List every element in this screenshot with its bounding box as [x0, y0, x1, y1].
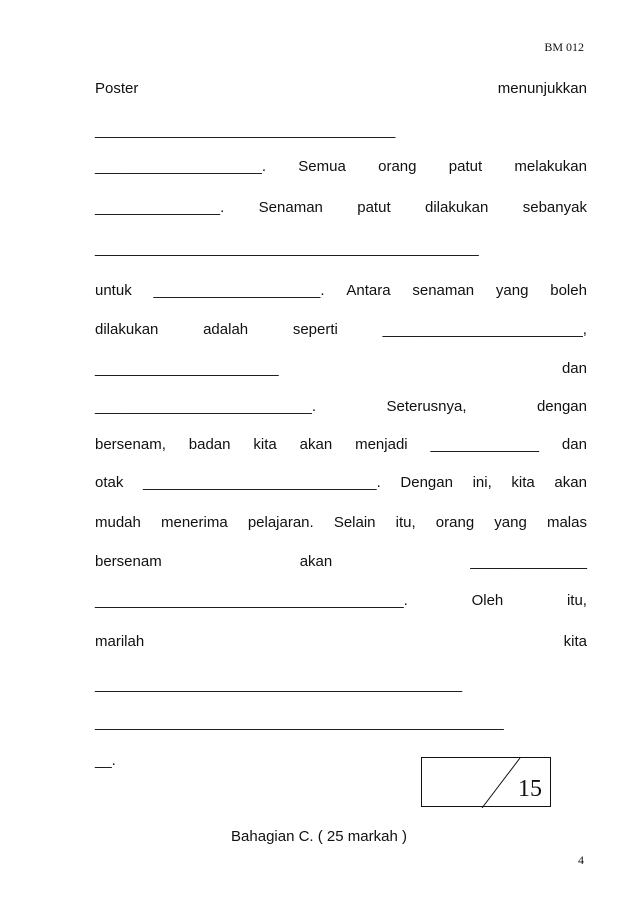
answer-blank: ____________________________. [143, 474, 381, 491]
passage-line [95, 714, 587, 732]
passage-word: dengan [536, 398, 587, 415]
passage-word: menerima [161, 514, 228, 531]
passage-word: untuk [95, 282, 132, 299]
passage-line [95, 398, 587, 416]
passage-word: dilakukan [95, 321, 159, 338]
passage-word: mudah [95, 514, 141, 531]
passage-word: akan [299, 436, 333, 453]
passage-word: otak [95, 474, 124, 491]
passage-word: yang [494, 514, 527, 531]
passage-word: badan [188, 436, 231, 453]
answer-blank: _____________ [430, 436, 539, 453]
passage-word: marilah [95, 633, 145, 650]
passage-word: Dengan [400, 474, 453, 491]
answer-blank: __. [95, 752, 116, 769]
passage-word: dan [561, 360, 587, 377]
passage-word: malas [546, 514, 587, 531]
passage-word: orang [378, 158, 417, 175]
passage-line [95, 676, 587, 694]
passage-line [95, 633, 587, 651]
passage-word: bersenam [95, 553, 162, 570]
passage-word: menunjukkan [497, 80, 587, 97]
passage-line [95, 514, 587, 532]
passage-word: Seterusnya, [386, 398, 467, 415]
answer-blank: _________________________________________________ [95, 714, 504, 731]
answer-blank: _____________________________________. [95, 592, 408, 609]
passage-line [95, 474, 587, 492]
score-box [421, 757, 551, 807]
passage-line [95, 592, 587, 610]
answer-blank: ____________________. [153, 282, 325, 299]
section-footer: Bahagian C. ( 25 markah ) [231, 828, 407, 845]
passage-word: yang [495, 282, 529, 299]
answer-blank: _______________. [95, 199, 225, 216]
passage-word: dilakukan [424, 199, 489, 216]
passage-word: senaman [412, 282, 475, 299]
passage-line [95, 199, 587, 217]
answer-blank: ____________________________________________ [95, 676, 463, 693]
passage-word: akan [554, 474, 587, 491]
passage-word: Selain [333, 514, 376, 531]
passage-word: itu, [566, 592, 587, 609]
passage-word: Antara [346, 282, 391, 299]
passage-word: orang [435, 514, 475, 531]
passage-word: sebanyak [522, 199, 587, 216]
passage-line [95, 158, 587, 176]
passage-word: patut [357, 199, 391, 216]
passage-line [95, 436, 587, 454]
passage-line [95, 360, 587, 378]
passage-word: kita [253, 436, 277, 453]
answer-blank: ____________________________________ [95, 122, 396, 139]
passage-word: adalah [203, 321, 249, 338]
passage-line [95, 122, 587, 140]
passage-word: pelajaran. [247, 514, 314, 531]
passage-word: Poster [95, 80, 139, 97]
document-code: BM 012 [544, 40, 584, 54]
score-total: 15 [518, 776, 542, 802]
passage-line [95, 282, 587, 300]
passage-word: melakukan [514, 158, 587, 175]
passage-word: Semua [298, 158, 346, 175]
passage-word: itu, [395, 514, 416, 531]
passage-word: Oleh [471, 592, 504, 609]
answer-blank: ______________________________________________ [95, 240, 479, 257]
passage-line [95, 80, 587, 98]
passage-line [95, 321, 587, 339]
passage-word: kita [563, 633, 587, 650]
passage-word: Senaman [258, 199, 323, 216]
passage-word: dan [561, 436, 587, 453]
passage-word: ini, [472, 474, 492, 491]
answer-blank: ______________ [470, 553, 587, 570]
passage-line [95, 553, 587, 571]
passage-word: seperti [292, 321, 338, 338]
passage-word: menjadi [355, 436, 408, 453]
page-number: 4 [578, 853, 584, 867]
answer-blank: __________________________. [95, 398, 317, 415]
passage-line [95, 240, 587, 258]
passage-word: bersenam, [95, 436, 166, 453]
passage-word: patut [448, 158, 483, 175]
passage-word: boleh [550, 282, 587, 299]
answer-blank: ________________________, [382, 321, 587, 338]
passage-word: kita [511, 474, 535, 491]
passage-word: akan [299, 553, 333, 570]
answer-blank: ______________________ [95, 360, 279, 377]
answer-blank: ____________________. [95, 158, 267, 175]
